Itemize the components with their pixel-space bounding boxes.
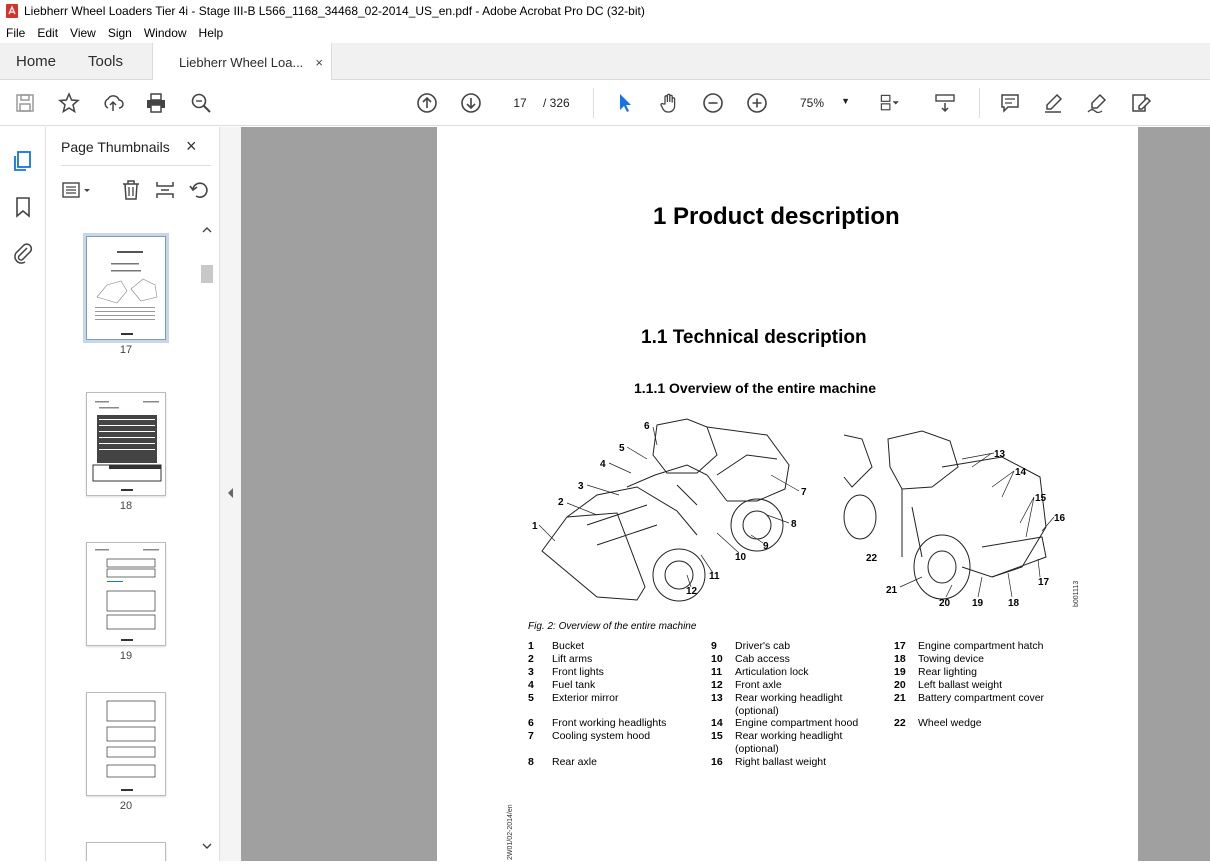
legend-row: 22 Wheel wedge <box>894 717 982 730</box>
legend-row: 7 Cooling system hood <box>528 730 651 743</box>
tab-close-icon[interactable]: × <box>315 54 323 70</box>
panel-divider <box>61 165 211 166</box>
footer-code: 2W01/02-2014/en <box>507 804 514 860</box>
legend-row: (optional) <box>735 704 779 717</box>
navigation-rail <box>0 127 46 861</box>
legend-row: 18 Towing device <box>894 652 984 665</box>
star-icon[interactable] <box>56 90 82 116</box>
callout: 13 <box>994 449 1006 460</box>
legend-row: 1 Bucket <box>528 640 585 652</box>
zoom-value: 75% <box>800 96 825 110</box>
thumbnail-page-21[interactable] <box>86 842 166 861</box>
edit-pdf-icon[interactable] <box>1128 90 1154 116</box>
legend-row: 20 Left ballast weight <box>894 678 1003 691</box>
thumbnail-image <box>86 236 166 340</box>
callout: 9 <box>763 541 769 552</box>
scroll-mode-icon[interactable] <box>932 90 958 116</box>
legend-row: 16 Right ballast weight <box>711 756 827 769</box>
page-fit-icon[interactable] <box>876 90 902 116</box>
toolbar-divider <box>593 88 594 118</box>
attachment-icon[interactable] <box>11 241 35 265</box>
page-thumbnails-icon[interactable] <box>11 149 35 173</box>
legend-row: 17 Engine compartment hatch <box>894 640 1044 652</box>
thumbnail-image <box>86 542 166 646</box>
tab-home[interactable]: Home <box>16 53 57 70</box>
panel-title: Page Thumbnails <box>61 139 170 155</box>
title-bar <box>0 0 1210 22</box>
thumbnail-page-number: 20 <box>119 800 133 812</box>
legend-row: 12 Front axle <box>711 678 782 691</box>
legend-row <box>894 705 1044 718</box>
figure-caption: Fig. 2: Overview of the entire machine <box>528 621 697 632</box>
callout: 8 <box>791 519 797 530</box>
menu-sign[interactable]: Sign <box>107 25 132 40</box>
rear-loader-diagram <box>842 427 1097 612</box>
subsection-heading: 1.1.1 Overview of the entire machine <box>634 380 876 396</box>
window-title: Liebherr Wheel Loaders Tier 4i - Stage III-B L566_1168_34468_02-2014_US_en.pdf - Adobe Acrobat Pro DC (32-bit) <box>24 4 645 18</box>
section-heading: 1.1 Technical description <box>641 327 867 348</box>
callout: 17 <box>1038 577 1050 588</box>
thumbnails-scrollbar[interactable] <box>200 223 214 857</box>
thumbnail-page-20[interactable] <box>86 692 166 812</box>
options-menu-icon[interactable] <box>62 179 94 201</box>
legend-row: 13 Rear working headlight <box>711 691 843 704</box>
callout: 19 <box>972 598 984 609</box>
thumbnail-page-number: 17 <box>119 344 133 356</box>
upload-icon[interactable] <box>100 90 126 116</box>
menu-edit[interactable]: Edit <box>37 25 59 40</box>
previous-page-icon[interactable] <box>414 90 440 116</box>
zoom-in-icon[interactable] <box>744 90 770 116</box>
thumbnail-image <box>86 692 166 796</box>
callout: 12 <box>686 586 698 597</box>
legend-row: 21 Battery compartment cover <box>894 691 1045 704</box>
legend-column-3 <box>894 640 1044 730</box>
callout: 3 <box>578 481 584 492</box>
comment-icon[interactable] <box>997 90 1023 116</box>
thumbnail-page-number: 18 <box>119 500 133 512</box>
callout: 16 <box>1054 513 1066 524</box>
sign-icon[interactable] <box>1084 90 1110 116</box>
thumbnail-list <box>46 227 219 861</box>
thumbnail-image <box>86 392 166 496</box>
thumbnail-page-19[interactable] <box>86 542 166 662</box>
tab-document-label: Liebherr Wheel Loa... <box>179 54 304 70</box>
callout: 22 <box>866 553 878 564</box>
legend-row: 5 Exterior mirror <box>528 691 619 704</box>
legend-row: 4 Fuel tank <box>528 678 596 691</box>
legend-row: 2 Lift arms <box>528 652 593 665</box>
menu-view[interactable]: View <box>70 25 96 40</box>
callout: 21 <box>886 585 898 596</box>
callout: 6 <box>644 421 650 432</box>
page-number-input[interactable]: 17 <box>503 91 537 115</box>
insert-page-icon[interactable] <box>154 179 176 201</box>
callout: 1 <box>532 521 538 532</box>
print-icon[interactable] <box>143 90 169 116</box>
legend-column-2 <box>711 640 858 769</box>
legend-column-1 <box>528 640 666 769</box>
callout: 11 <box>709 571 720 582</box>
callout: 20 <box>939 598 951 609</box>
legend-row: 3 Front lights <box>528 665 604 678</box>
pdf-page <box>437 127 1138 861</box>
page-total: / 326 <box>543 96 570 110</box>
toolbar-divider <box>979 88 980 118</box>
menu-window[interactable]: Window <box>143 25 187 40</box>
menu-help[interactable]: Help <box>198 25 224 40</box>
callout: 18 <box>1008 598 1020 609</box>
select-cursor-icon[interactable] <box>612 90 638 116</box>
legend-row: 14 Engine compartment hood <box>711 717 859 730</box>
figure-code: b001113 <box>1073 580 1080 607</box>
front-loader-diagram <box>527 415 817 605</box>
save-icon[interactable] <box>12 90 38 116</box>
toolbar <box>0 80 1210 126</box>
bookmark-icon[interactable] <box>11 195 35 219</box>
highlight-pen-icon[interactable] <box>1040 90 1066 116</box>
callout: 4 <box>600 459 606 470</box>
close-icon[interactable]: × <box>186 136 197 156</box>
thumbnail-page-18[interactable] <box>86 392 166 512</box>
tab-bar <box>0 43 1210 80</box>
legend-row: 15 Rear working headlight <box>711 730 843 743</box>
menu-bar <box>0 22 1210 43</box>
next-page-icon[interactable] <box>458 90 484 116</box>
panel-splitter[interactable] <box>219 127 241 861</box>
callout: 7 <box>801 487 807 498</box>
page-thumbnails-panel <box>46 127 219 861</box>
chevron-down-icon: ▼ <box>841 96 850 106</box>
chapter-heading: 1 Product description <box>653 203 900 230</box>
legend-row <box>528 705 666 718</box>
zoom-out-icon[interactable] <box>700 90 726 116</box>
legend-row: (optional) <box>735 743 779 756</box>
legend-row: 10 Cab access <box>711 652 790 665</box>
search-icon[interactable] <box>188 90 214 116</box>
thumbnail-image <box>86 842 166 861</box>
acrobat-icon <box>5 4 19 18</box>
legend-row: 9 Driver's cab <box>711 640 791 652</box>
legend-row: 19 Rear lighting <box>894 665 977 678</box>
callout: 5 <box>619 443 625 454</box>
legend-row: 6 Front working headlights <box>528 717 667 730</box>
callout: 14 <box>1015 467 1027 478</box>
zoom-select[interactable] <box>788 91 856 115</box>
legend-row: 8 Rear axle <box>528 756 597 769</box>
hand-tool-icon[interactable] <box>656 90 682 116</box>
thumbnail-page-number: 19 <box>119 650 133 662</box>
tab-document[interactable] <box>152 43 332 81</box>
legend-row: 11 Articulation lock <box>711 665 809 678</box>
delete-page-icon[interactable] <box>120 179 142 201</box>
tab-tools[interactable]: Tools <box>88 53 124 70</box>
legend-row <box>528 743 666 756</box>
thumbnail-page-17[interactable] <box>86 236 166 356</box>
callout: 2 <box>558 497 564 508</box>
callout: 10 <box>735 552 747 563</box>
callout: 15 <box>1035 493 1047 504</box>
menu-file[interactable]: File <box>6 25 26 40</box>
rotate-page-icon[interactable] <box>188 179 210 201</box>
